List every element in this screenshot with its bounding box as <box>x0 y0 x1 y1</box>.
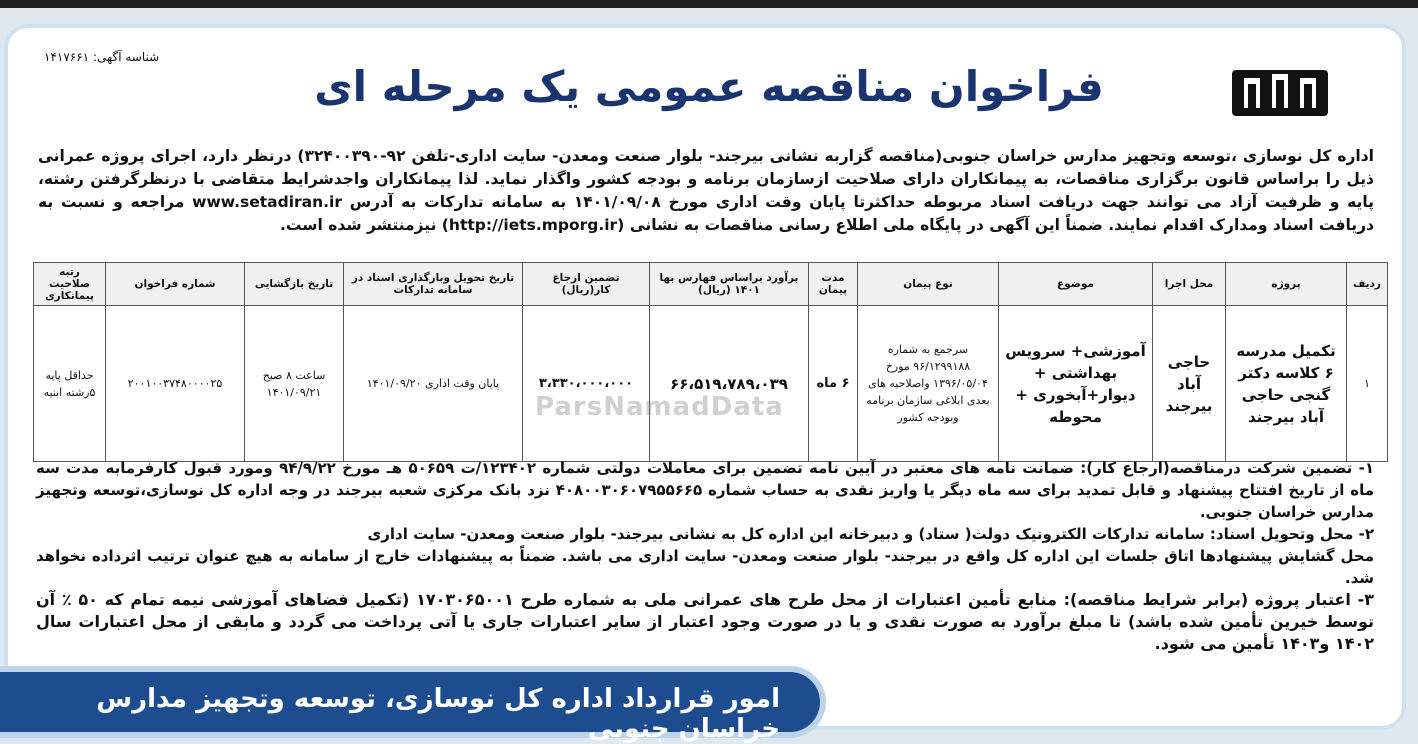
note-2b: محل گشایش پیشنهادها اتاق جلسات این اداره کل واقع در بیرجند- بلوار صنعت ومعدن- سایت اداری می باشد. ضمناً به پیشنهادات خارج از سامانه به هیچ عنوان ترتیب اثرداده نخواهد شد. <box>36 547 1374 587</box>
tender-table <box>33 262 1388 462</box>
header-deadline: تاریخ تحویل وبارگذاری اسناد در سامانه تدارکات <box>344 263 523 306</box>
watermark: ParsNamadData <box>535 392 784 422</box>
intro-paragraph: اداره کل نوسازی ،توسعه وتجهیز مدارس خراسان جنوبی(مناقصه گزاربه نشانی بیرجند- بلوار صنعت ومعدن- سایت اداری-تلفن ۹۲-۳۲۴۰۰۳۹۰) درنظر دارد، اجرای پروژه عمرانی ذیل را براساس قانون برگزاری مناقصات، به پیمانکاران دارای صلاحیت ازسازمان برنامه و بودجه کشور واگذار نماید. لذا پیمانکاران واجدشرایط متقاضی با درنظرگرفتن رشته، پایه و ظرفیت آزاد می توانند جهت دریافت اسناد مربوطه حداکثرتا پایان وقت اداری مورخ ۱۴۰۱/۰۹/۰۸ به سامانه تدارکات به آدرس www.setadiran.ir مراجعه و نسبت به دریافت اسناد ومدارک اقدام نمایند. ضمناً این آگهی در پایگاه ملی اطلاع رسانی مناقصات به نشانی (http://iets.mporg.ir) نیزمنتشر شده است. <box>38 147 1375 234</box>
cell-estimate: ۶۶،۵۱۹،۷۸۹،۰۳۹ <box>650 306 809 462</box>
header-grade: رتبه صلاحیت پیمانکاری <box>34 263 106 306</box>
page-title: فراخوان مناقصه عمومی یک مرحله ای <box>314 62 1104 111</box>
cell-call-number: ۲۰۰۱۰۰۳۷۴۸۰۰۰۰۲۵ <box>106 306 245 462</box>
header-contract-type: نوع پیمان <box>858 263 999 306</box>
notes-section <box>36 457 1374 655</box>
cell-grade: حداقل پایه ۵رشته ابنیه <box>34 306 106 462</box>
cell-guarantee: ۳،۳۳۰،۰۰۰،۰۰۰ <box>523 306 650 462</box>
ad-id: شناسه آگهی: ۱۴۱۷۶۶۱ <box>44 50 160 64</box>
cell-contract-type: سرجمع به شماره ۹۶/۱۲۹۹۱۸۸ مورخ ۱۳۹۶/۰۵/۰۴ واصلاحیه های بعدی ابلاغی سازمان برنامه وبودجه کشور <box>858 306 999 462</box>
note-1: ۱- تضمین شرکت درمناقصه(ارجاع کار): ضمانت نامه های معتبر در آیین نامه تضمین برای معاملات دولتی شماره ۱۲۳۴۰۲/ت ۵۰۶۵۹ هـ مورخ ۹۴/۹/۲۲ ومورد قبول کارفرمابه مدت سه ماه از تاریخ افتتاح پیشنهاد و قابل تمدید برای سه ماه دیگر یا واریز نقدی به حساب شماره ۴۰۸۰۰۳۰۶۰۷۹۵۵۶۶۵ نزد بانک مرکزی شعبه بیرجند در وجه اداره کل نوسازی،توسعه وتجهیز مدارس خراسان جنوبی. <box>36 459 1374 521</box>
cell-location: حاجی آباد بیرجند <box>1153 306 1226 462</box>
footer-text: امور قرارداد اداره کل نوسازی، توسعه وتجهیز مدارس خراسان جنوبی <box>96 684 780 744</box>
cell-project: تکمیل مدرسه ۶ کلاسه دکتر گنجی حاجی آباد بیرجند <box>1226 306 1347 462</box>
header-estimate: برآورد براساس فهارس بها ۱۴۰۱ (ریال) <box>650 263 809 306</box>
table-row <box>34 306 1388 462</box>
cell-deadline: پایان وقت اداری ۱۴۰۱/۰۹/۲۰ <box>344 306 523 462</box>
header-index: ردیف <box>1347 263 1388 306</box>
footer-banner <box>0 672 820 744</box>
note-3: ۳- اعتبار پروژه (برابر شرایط مناقصه): منابع تأمین اعتبارات از محل طرح های عمرانی ملی به شماره طرح ۱۷۰۳۰۶۵۰۰۱ (تکمیل فضاهای آموزشی نیمه تمام که ۵۰ ٪ آن توسط خیرین تأمین شده باشد) تا مبلغ برآورد به صورت نقدی و یا در صورت وجود اعتبار از سایر اعتبارات جاری یا آتی پرداخت می گردد و مابقی از محل اعتبارات سال ۱۴۰۲ و۱۴۰۳ تأمین می شود. <box>36 590 1375 653</box>
header-opening: تاریخ بازگشایی <box>245 263 344 306</box>
table-header-row <box>34 263 1388 306</box>
header-subject: موضوع <box>999 263 1153 306</box>
header-guarantee: تضمین ارجاع کار(ریال) <box>523 263 650 306</box>
header-project: پروژه <box>1226 263 1347 306</box>
note-2a: ۲- محل وتحویل اسناد: سامانه تدارکات الکترونیک دولت( ستاد) و دبیرخانه این اداره کل به نشانی بیرجند- بلوار صنعت ومعدن- سایت اداری <box>367 525 1374 543</box>
header-duration: مدت پیمان <box>809 263 858 306</box>
top-bar <box>0 0 1418 8</box>
header-call-number: شماره فراخوان <box>106 263 245 306</box>
cell-opening: ساعت ۸ صبح ۱۴۰۱/۰۹/۲۱ <box>245 306 344 462</box>
cell-subject: آموزشی+ سرویس بهداشتی + دیوار+آبخوری + محوطه <box>999 306 1153 462</box>
cell-index: ۱ <box>1347 306 1388 462</box>
header-location: محل اجرا <box>1153 263 1226 306</box>
cell-duration: ۶ ماه <box>809 306 858 462</box>
